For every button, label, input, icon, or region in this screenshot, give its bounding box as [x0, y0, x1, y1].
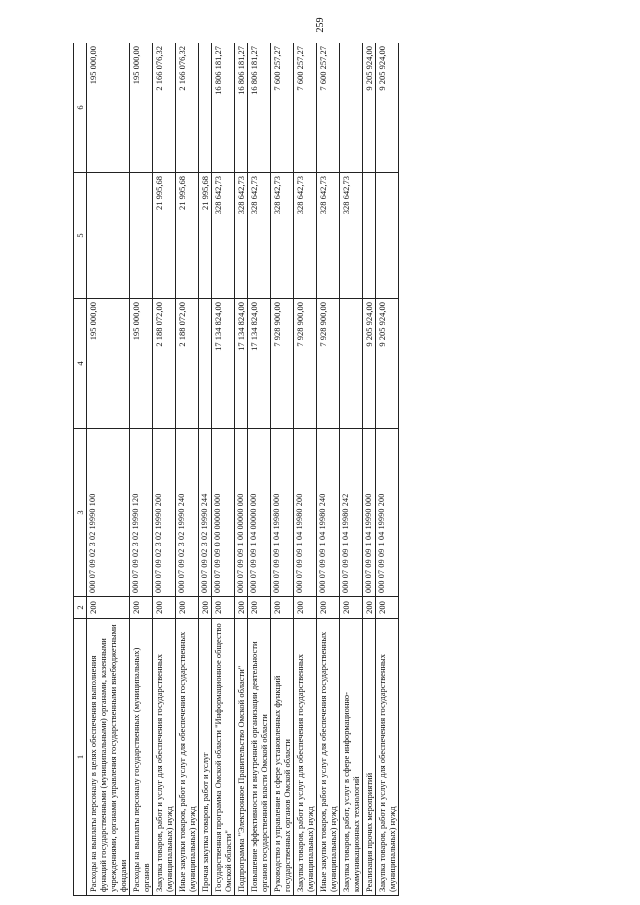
row-executed-amount-cell: 328 642,73 — [212, 173, 235, 299]
row-classification-code-cell: 000 07 09 02 3 02 19990 240 — [176, 429, 199, 597]
row-classification-code-cell: 000 07 09 02 3 02 19990 100 — [87, 429, 130, 597]
table-row — [340, 43, 363, 896]
header-cell: 1 — [74, 619, 87, 896]
row-remaining-amount-cell: 7 600 257,27 — [294, 43, 317, 173]
row-classification-code-cell: 000 07 09 09 1 04 00000 000 — [248, 429, 271, 597]
row-remaining-amount-cell — [199, 43, 212, 173]
page-number: 259 — [315, 17, 326, 33]
row-classification-code-cell: 000 07 09 09 1 04 19980 240 — [317, 429, 340, 597]
row-name-cell: Закупка товаров, работ и услуг для обеспечения государственных (муниципальных) нужд — [294, 619, 317, 896]
row-executed-amount-cell: 328 642,73 — [294, 173, 317, 299]
row-approved-amount-cell: 17 134 824,00 — [212, 299, 235, 429]
row-classification-code-cell: 000 07 09 02 3 02 19990 244 — [199, 429, 212, 597]
row-name-cell: Государственная программа Омской области "Информационное общество Омской области" — [212, 619, 235, 896]
row-admin-code-cell: 200 — [235, 597, 248, 619]
table-body — [87, 43, 399, 896]
table-row — [212, 43, 235, 896]
row-approved-amount-cell: 9 205 924,00 — [376, 299, 399, 429]
row-admin-code-cell: 200 — [87, 597, 130, 619]
table-row — [130, 43, 153, 896]
table-row — [248, 43, 271, 896]
header-cell: 6 — [74, 43, 87, 173]
row-remaining-amount-cell: 16 806 181,27 — [235, 43, 248, 173]
row-approved-amount-cell: 7 928 900,00 — [271, 299, 294, 429]
row-approved-amount-cell: 17 134 824,00 — [235, 299, 248, 429]
row-approved-amount-cell: 195 000,00 — [130, 299, 153, 429]
row-remaining-amount-cell: 7 600 257,27 — [271, 43, 294, 173]
row-admin-code-cell: 200 — [376, 597, 399, 619]
table-row — [363, 43, 376, 896]
row-classification-code-cell: 000 07 09 02 3 02 19990 120 — [130, 429, 153, 597]
row-admin-code-cell: 200 — [248, 597, 271, 619]
row-approved-amount-cell: 7 928 900,00 — [317, 299, 340, 429]
row-approved-amount-cell: 195 000,00 — [87, 299, 130, 429]
row-name-cell: Иные закупки товаров, работ и услуг для обеспечения государственных (муниципальных) нужд — [317, 619, 340, 896]
row-classification-code-cell: 000 07 09 09 1 00 00000 000 — [235, 429, 248, 597]
row-admin-code-cell: 200 — [294, 597, 317, 619]
row-remaining-amount-cell — [340, 43, 363, 173]
row-classification-code-cell: 000 07 09 02 3 02 19990 200 — [153, 429, 176, 597]
row-name-cell: Расходы на выплаты персоналу в целях обеспечения выполнения функций государственными (муниципальными) органами, казенными учреждениями, органами управления государственными внебюджетными фондами — [87, 619, 130, 896]
page-number-holder — [301, 15, 341, 35]
row-executed-amount-cell — [363, 173, 376, 299]
row-name-cell: Закупка товаров, работ, услуг в сфере информационно-коммуникационных технологий — [340, 619, 363, 896]
table-row — [376, 43, 399, 896]
row-name-cell: Расходы на выплаты персоналу государственных (муниципальных) органов — [130, 619, 153, 896]
row-admin-code-cell: 200 — [153, 597, 176, 619]
row-admin-code-cell: 200 — [199, 597, 212, 619]
row-remaining-amount-cell: 195 000,00 — [87, 43, 130, 173]
header-cell: 4 — [74, 299, 87, 429]
budget-table — [73, 43, 399, 896]
table-row — [153, 43, 176, 896]
row-approved-amount-cell — [199, 299, 212, 429]
row-remaining-amount-cell: 2 166 076,32 — [176, 43, 199, 173]
row-remaining-amount-cell: 16 806 181,27 — [248, 43, 271, 173]
row-executed-amount-cell: 21 995,68 — [176, 173, 199, 299]
row-approved-amount-cell: 2 188 072,00 — [176, 299, 199, 429]
row-name-cell: Руководство и управление в сфере установленных функций государственных органов Омской области — [271, 619, 294, 896]
row-remaining-amount-cell: 195 000,00 — [130, 43, 153, 173]
row-remaining-amount-cell: 7 600 257,27 — [317, 43, 340, 173]
row-name-cell: Закупка товаров, работ и услуг для обеспечения государственных (муниципальных) нужд — [376, 619, 399, 896]
row-executed-amount-cell: 21 995,68 — [153, 173, 176, 299]
row-remaining-amount-cell: 9 205 924,00 — [363, 43, 376, 173]
row-name-cell: Иные закупки товаров, работ и услуг для обеспечения государственных (муниципальных) нужд — [176, 619, 199, 896]
row-executed-amount-cell — [87, 173, 130, 299]
row-executed-amount-cell: 328 642,73 — [271, 173, 294, 299]
table-row — [199, 43, 212, 896]
row-name-cell: Прочая закупка товаров, работ и услуг — [199, 619, 212, 896]
table-row — [317, 43, 340, 896]
row-executed-amount-cell — [376, 173, 399, 299]
row-classification-code-cell: 000 07 09 09 1 04 19990 000 — [363, 429, 376, 597]
table-row — [235, 43, 248, 896]
row-remaining-amount-cell: 16 806 181,27 — [212, 43, 235, 173]
row-classification-code-cell: 000 07 09 09 1 04 19980 000 — [271, 429, 294, 597]
header-cell: 5 — [74, 173, 87, 299]
rotated-table-container — [73, 43, 565, 896]
row-remaining-amount-cell: 9 205 924,00 — [376, 43, 399, 173]
row-admin-code-cell: 200 — [176, 597, 199, 619]
row-admin-code-cell: 200 — [317, 597, 340, 619]
row-remaining-amount-cell: 2 166 076,32 — [153, 43, 176, 173]
row-admin-code-cell: 200 — [271, 597, 294, 619]
row-name-cell: Реализация прочих мероприятий — [363, 619, 376, 896]
table-row — [87, 43, 130, 896]
header-cell: 2 — [74, 597, 87, 619]
row-approved-amount-cell: 7 928 900,00 — [294, 299, 317, 429]
row-classification-code-cell: 000 07 09 09 1 04 19990 200 — [376, 429, 399, 597]
header-row — [74, 43, 87, 896]
row-admin-code-cell: 200 — [212, 597, 235, 619]
row-admin-code-cell: 200 — [363, 597, 376, 619]
row-admin-code-cell: 200 — [130, 597, 153, 619]
row-classification-code-cell: 000 07 09 09 1 04 19980 200 — [294, 429, 317, 597]
row-executed-amount-cell: 328 642,73 — [248, 173, 271, 299]
row-executed-amount-cell: 21 995,68 — [199, 173, 212, 299]
row-approved-amount-cell: 2 188 072,00 — [153, 299, 176, 429]
row-name-cell: Повышение эффективности и внутренней организации деятельности органов государственной власти Омской области — [248, 619, 271, 896]
row-executed-amount-cell: 328 642,73 — [235, 173, 248, 299]
header-cell: 3 — [74, 429, 87, 597]
table-row — [176, 43, 199, 896]
row-name-cell: Подпрограмма "Электронное Правительство Омской области" — [235, 619, 248, 896]
row-approved-amount-cell: 17 134 824,00 — [248, 299, 271, 429]
row-executed-amount-cell: 328 642,73 — [317, 173, 340, 299]
row-name-cell: Закупка товаров, работ и услуг для обеспечения государственных (муниципальных) нужд — [153, 619, 176, 896]
row-classification-code-cell: 000 07 09 09 1 04 19980 242 — [340, 429, 363, 597]
table-row — [271, 43, 294, 896]
row-executed-amount-cell: 328 642,73 — [340, 173, 363, 299]
table-viewport — [73, 43, 565, 896]
row-approved-amount-cell: 9 205 924,00 — [363, 299, 376, 429]
row-executed-amount-cell — [130, 173, 153, 299]
row-admin-code-cell: 200 — [340, 597, 363, 619]
row-classification-code-cell: 000 07 09 09 0 00 00000 000 — [212, 429, 235, 597]
table-row — [294, 43, 317, 896]
row-approved-amount-cell — [340, 299, 363, 429]
